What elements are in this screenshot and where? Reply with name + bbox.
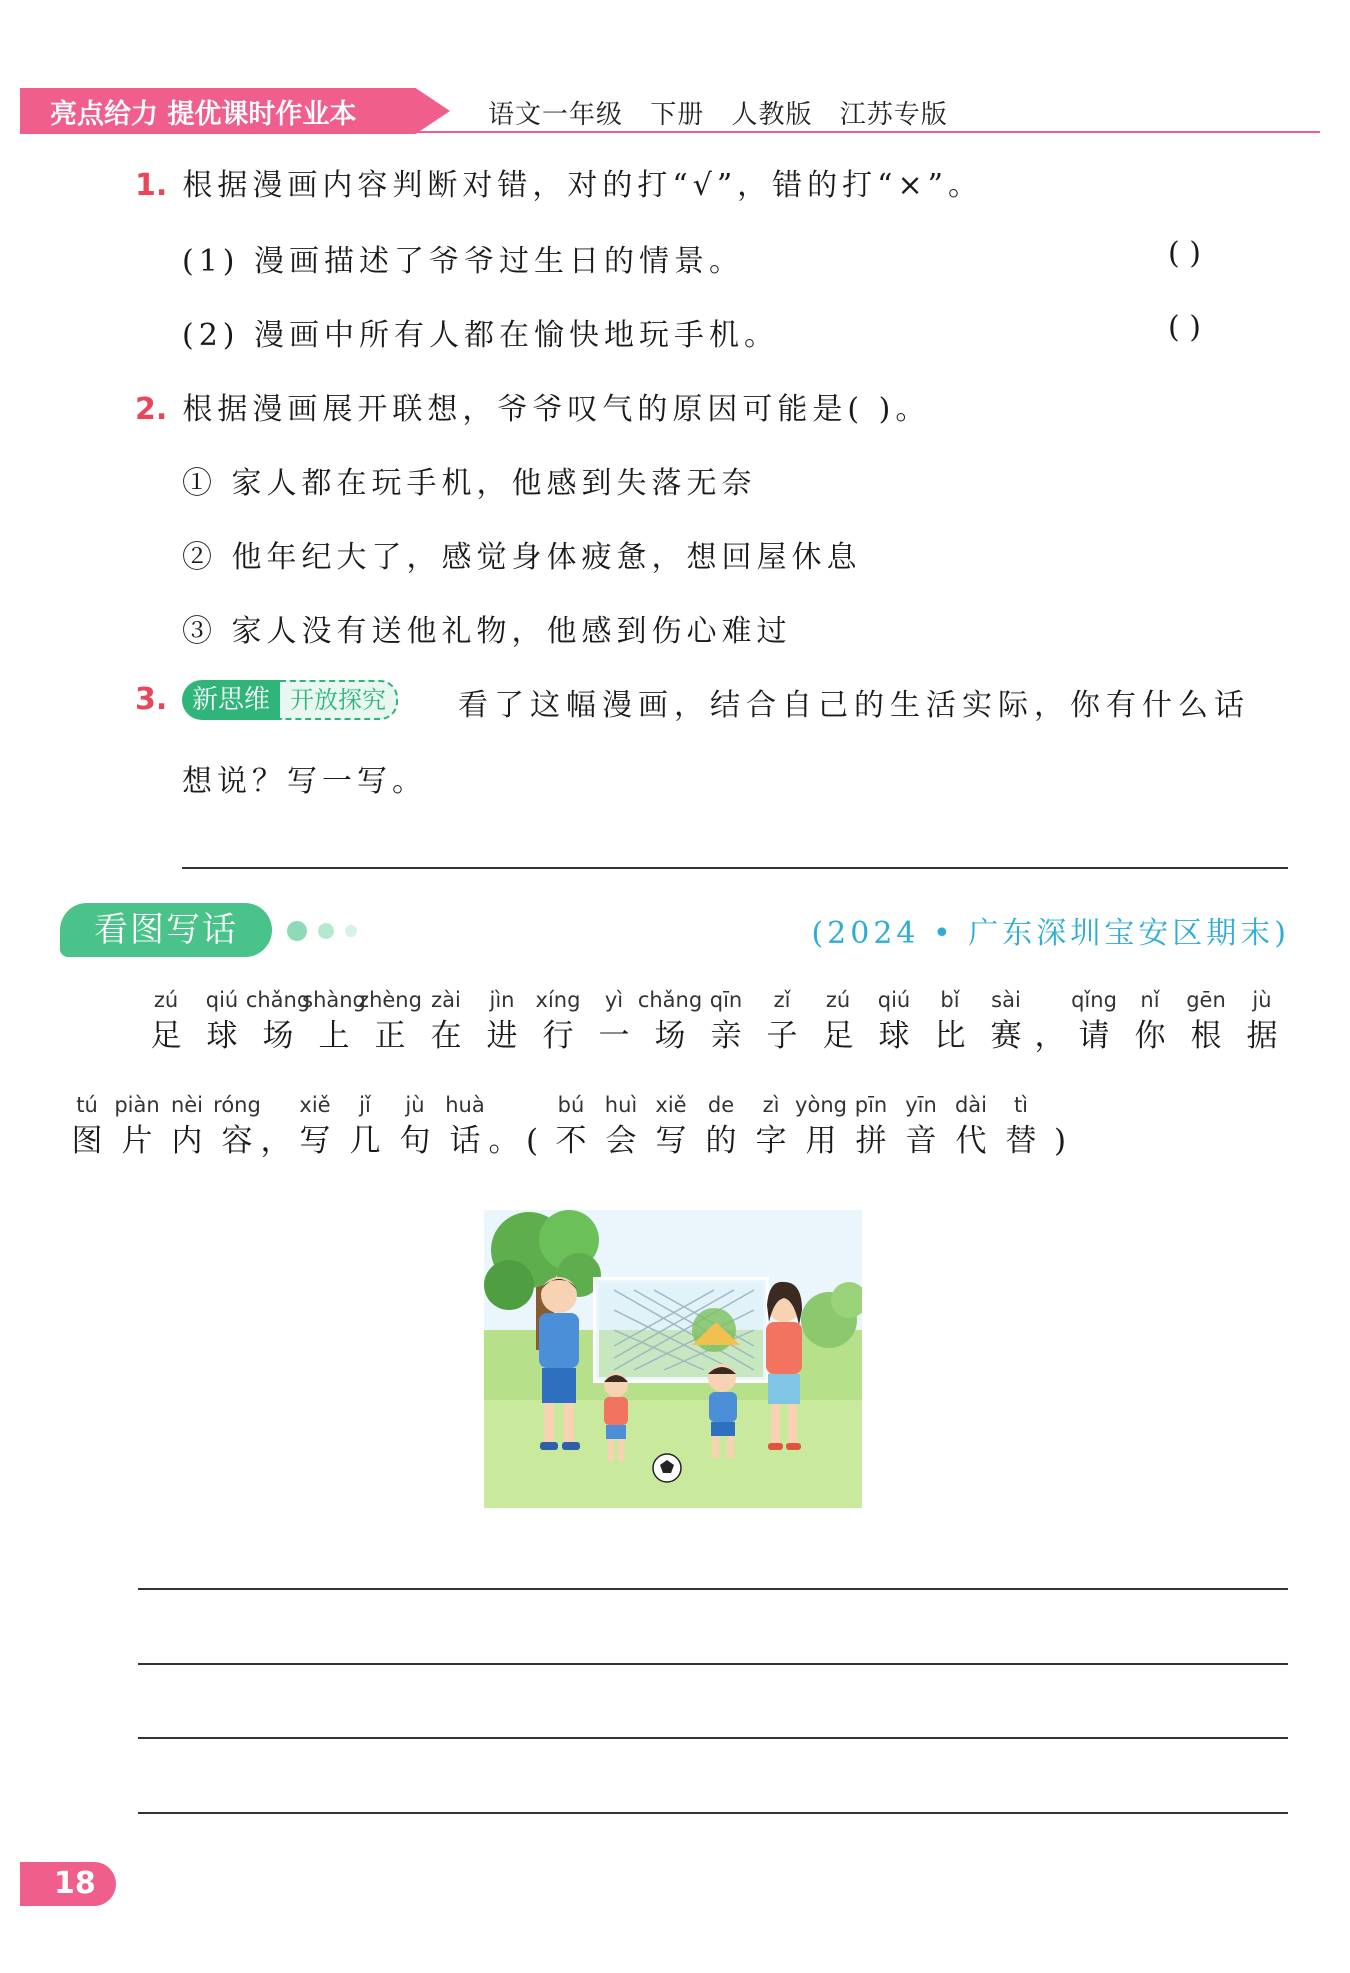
pinyin-char (846, 1090, 896, 1162)
pinyin: qīn (709, 988, 743, 1012)
pinyin: tì (1013, 1093, 1029, 1117)
pinyin: jǐ (359, 1093, 371, 1117)
decor-dot (318, 923, 334, 939)
pinyin: shàng (302, 988, 366, 1012)
hanzi: 根 (1190, 1018, 1222, 1054)
question-number: 3. (135, 682, 168, 717)
pinyin-char (358, 985, 422, 1057)
pinyin: bǐ (940, 988, 960, 1012)
pinyin: qǐng (1071, 988, 1117, 1012)
pinyin: zhèng (358, 988, 422, 1012)
hanzi: ) (1053, 1123, 1067, 1159)
hanzi: 球 (206, 1018, 238, 1054)
pinyin: zú (153, 988, 179, 1012)
hanzi: 片 (121, 1123, 153, 1159)
soccer-ball-icon (653, 1454, 681, 1482)
question-text-cont: 想说？写一写。 (182, 764, 427, 799)
pinyin-char (646, 1090, 696, 1162)
pinyin-char (586, 985, 642, 1057)
pinyin: zì (762, 1093, 780, 1117)
writing-line-4[interactable] (138, 1812, 1288, 1814)
pinyin-char (440, 1090, 490, 1162)
pinyin-char (490, 1090, 518, 1162)
pinyin-char (637, 985, 703, 1057)
pinyin: yì (604, 988, 624, 1012)
pinyin-char (922, 985, 978, 1057)
pinyin: yīn (905, 1093, 937, 1117)
pinyin-char (978, 985, 1034, 1057)
pinyin-char (746, 1090, 796, 1162)
judge-item-1: (1) 漫画描述了爷爷过生日的情景。 (182, 244, 745, 279)
pinyin: zǐ (773, 988, 791, 1012)
pinyin: huà (445, 1093, 485, 1117)
hanzi: 几 (349, 1123, 381, 1159)
hanzi: 一 (598, 1018, 630, 1054)
answer-blank-2[interactable]: ( ) (1168, 310, 1201, 345)
pinyin-char (696, 1090, 746, 1162)
pinyin: dài (954, 1093, 988, 1117)
question-2 (135, 384, 930, 428)
hanzi: 。 (488, 1123, 520, 1159)
pinyin-char (596, 1090, 646, 1162)
hanzi: 图 (71, 1123, 103, 1159)
pinyin-char (162, 1090, 212, 1162)
pinyin-char (245, 985, 311, 1057)
new-thinking-tag (182, 680, 398, 720)
answer-blank-1[interactable]: ( ) (1168, 236, 1201, 271)
pinyin: jìn (489, 988, 515, 1012)
pinyin-char (474, 985, 530, 1057)
pinyin-char (1066, 985, 1122, 1057)
pinyin: sài (991, 988, 1021, 1012)
hanzi: 请 (1078, 1018, 1110, 1054)
hanzi: 会 (605, 1123, 637, 1159)
pinyin-line-2 (62, 1090, 1074, 1162)
pinyin: huì (604, 1093, 638, 1117)
tag-main: 新思维 (182, 680, 280, 720)
option-3: ③ 家人没有送他礼物，他感到伤心难过 (182, 614, 792, 649)
pinyin-char (1234, 985, 1290, 1057)
question-text: 根据漫画内容判断对错，对的打“√”，错的打“×”。 (182, 168, 983, 203)
tag-sub: 开放探究 (280, 680, 398, 720)
pinyin: xíng (535, 988, 581, 1012)
pinyin-char (212, 1090, 262, 1162)
hanzi: 写 (299, 1123, 331, 1159)
writing-line-2[interactable] (138, 1663, 1288, 1665)
hanzi: 内 (171, 1123, 203, 1159)
pinyin: chǎng (245, 988, 311, 1012)
pinyin-char (194, 985, 250, 1057)
pinyin-char (112, 1090, 162, 1162)
pinyin: jù (405, 1093, 425, 1117)
exam-source: (2024 • 广东深圳宝安区期末) (811, 916, 1290, 951)
header-rule (20, 131, 1320, 133)
judge-item-2: (2) 漫画中所有人都在愉快地玩手机。 (182, 318, 780, 353)
hanzi: 足 (150, 1018, 182, 1054)
hanzi: 你 (1134, 1018, 1166, 1054)
hanzi: 拼 (855, 1123, 887, 1159)
hanzi: ， (1034, 1018, 1066, 1054)
answer-line[interactable] (182, 867, 1288, 869)
pinyin-char (1122, 985, 1178, 1057)
hanzi: 比 (934, 1018, 966, 1054)
pinyin-char (546, 1090, 596, 1162)
pinyin: zú (825, 988, 851, 1012)
pinyin-char (1034, 985, 1066, 1057)
option-1: ① 家人都在玩手机，他感到失落无奈 (182, 466, 757, 501)
pinyin-char (1046, 1090, 1074, 1162)
pinyin-char (418, 985, 474, 1057)
hanzi: 的 (705, 1123, 737, 1159)
pinyin: xiě (299, 1093, 331, 1117)
pinyin: zài (431, 988, 461, 1012)
pinyin: de (707, 1093, 735, 1117)
book-info: 语文一年级 下册 人教版 江苏专版 (488, 100, 948, 130)
writing-line-1[interactable] (138, 1588, 1288, 1590)
hanzi: 在 (430, 1018, 462, 1054)
hanzi: 足 (822, 1018, 854, 1054)
football-picture (484, 1210, 862, 1508)
hanzi: 句 (399, 1123, 431, 1159)
hanzi: 写 (655, 1123, 687, 1159)
hanzi: 容 (221, 1123, 253, 1159)
pinyin: pīn (854, 1093, 888, 1117)
pinyin-char (1178, 985, 1234, 1057)
pinyin-char (796, 1090, 846, 1162)
writing-line-3[interactable] (138, 1737, 1288, 1739)
pinyin: róng (213, 1093, 261, 1117)
pinyin-char (62, 1090, 112, 1162)
goal-icon (596, 1280, 766, 1380)
hanzi: 话 (449, 1123, 481, 1159)
hanzi: 代 (955, 1123, 987, 1159)
hanzi: 子 (766, 1018, 798, 1054)
question-1 (135, 160, 983, 204)
decor-dot (345, 925, 357, 937)
pinyin-char (866, 985, 922, 1057)
hanzi: 替 (1005, 1123, 1037, 1159)
pinyin-char (996, 1090, 1046, 1162)
question-number: 1. (135, 168, 168, 203)
pinyin: yòng (795, 1093, 847, 1117)
pinyin: qiú (877, 988, 911, 1012)
pinyin: bú (557, 1093, 585, 1117)
option-2: ② 他年纪大了，感觉身体疲惫，想回屋休息 (182, 540, 862, 575)
hanzi: ( (525, 1123, 539, 1159)
hanzi: 字 (755, 1123, 787, 1159)
question-text: 看了这幅漫画，结合自己的生活实际，你有什么话 (458, 688, 1250, 723)
question-text: 根据漫画展开联想，爷爷叹气的原因可能是( )。 (182, 392, 931, 427)
hanzi: 场 (654, 1018, 686, 1054)
pinyin-char (810, 985, 866, 1057)
book-brand: 亮点给力 提优课时作业本 (50, 99, 357, 130)
pinyin: nǐ (1140, 988, 1160, 1012)
pinyin: xiě (655, 1093, 687, 1117)
pinyin: tú (76, 1093, 98, 1117)
hanzi: 球 (878, 1018, 910, 1054)
pinyin: piàn (114, 1093, 160, 1117)
pinyin-char (262, 1090, 290, 1162)
hanzi: 据 (1246, 1018, 1278, 1054)
hanzi: 正 (374, 1018, 406, 1054)
hanzi: 进 (486, 1018, 518, 1054)
pinyin-char (946, 1090, 996, 1162)
pinyin: gēn (1186, 988, 1226, 1012)
pinyin-char (698, 985, 754, 1057)
hanzi: ， (260, 1123, 292, 1159)
pinyin: chǎng (637, 988, 703, 1012)
hanzi: 行 (542, 1018, 574, 1054)
pinyin-char (518, 1090, 546, 1162)
hanzi: 亲 (710, 1018, 742, 1054)
pinyin: jù (1252, 988, 1272, 1012)
hanzi: 上 (318, 1018, 350, 1054)
hanzi: 场 (262, 1018, 294, 1054)
hanzi: 不 (555, 1123, 587, 1159)
hanzi: 赛 (990, 1018, 1022, 1054)
pinyin-char (302, 985, 366, 1057)
pinyin-char (138, 985, 194, 1057)
pinyin-char (896, 1090, 946, 1162)
pinyin-line-1 (138, 985, 1290, 1057)
pinyin: qiú (205, 988, 239, 1012)
section-title-badge: 看图写话 (60, 903, 272, 957)
pinyin-char (530, 985, 586, 1057)
pinyin: nèi (170, 1093, 204, 1117)
hanzi: 音 (905, 1123, 937, 1159)
question-number: 2. (135, 392, 168, 427)
pinyin-char (290, 1090, 340, 1162)
hanzi: 用 (805, 1123, 837, 1159)
decor-dot (287, 921, 307, 941)
pinyin-char (390, 1090, 440, 1162)
pinyin-char (340, 1090, 390, 1162)
page-number: 18 (20, 1862, 116, 1906)
pinyin-char (754, 985, 810, 1057)
